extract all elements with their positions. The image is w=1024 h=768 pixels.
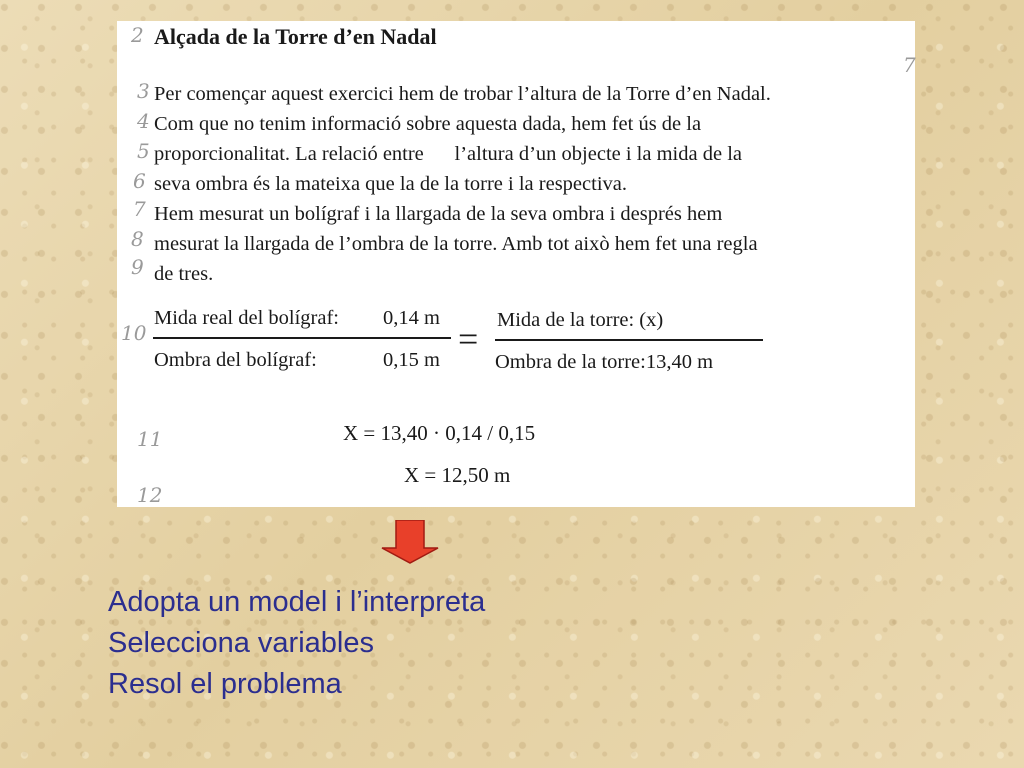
competency-list: [108, 582, 485, 705]
paragraph-line: de tres.: [154, 263, 214, 285]
formula-result: X = 12,50 m: [404, 463, 511, 487]
equals-sign: =: [458, 319, 479, 359]
competency-item: Selecciona variables: [108, 627, 374, 659]
paragraph-line: mesurat la llargada de l’ombra de la torre. Amb tot això hem fet una regla: [154, 233, 758, 255]
line-number: 9: [131, 255, 144, 279]
left-fraction-line: [153, 337, 451, 339]
document-paragraph: [154, 79, 914, 289]
formula-step-1: X = 13,40 · 0,14 / 0,15: [343, 421, 536, 445]
line-number: 12: [137, 483, 163, 507]
line-number: 5: [137, 139, 150, 163]
competency-item: Adopta un model i l’interpreta: [108, 586, 486, 618]
line-number: 7: [133, 197, 146, 221]
line-number: 10: [121, 321, 147, 345]
left-denominator-value: 0,15 m: [383, 349, 440, 371]
line-number: 11: [137, 427, 163, 451]
paragraph-line: Hem mesurat un bolígraf i la llargada de la seva ombra i després hem: [154, 203, 723, 225]
down-arrow-icon: [380, 520, 440, 564]
line-number: 6: [133, 169, 146, 193]
paragraph-line: proporcionalitat. La relació entre l’altura d’un objecte i la mida de la: [154, 143, 742, 165]
right-denominator: Ombra de la torre:13,40 m: [495, 351, 714, 373]
left-denominator-label: Ombra del bolígraf:: [154, 349, 317, 371]
line-number: 4: [137, 109, 150, 133]
line-number: 2: [131, 23, 144, 47]
right-fraction-line: [495, 339, 763, 341]
left-numerator-label: Mida real del bolígraf:: [154, 307, 340, 329]
right-numerator: Mida de la torre: (x): [497, 309, 664, 331]
paragraph-line: seva ombra és la mateixa que la de la torre i la respectiva.: [154, 173, 627, 195]
line-number: 7: [903, 53, 916, 77]
competency-item: Resol el problema: [108, 668, 342, 700]
document-title: Alçada de la Torre d’en Nadal: [154, 24, 437, 49]
scanned-document: [117, 21, 915, 507]
paragraph-line: Com que no tenim informació sobre aquesta dada, hem fet ús de la: [154, 113, 702, 135]
left-numerator-value: 0,14 m: [383, 307, 440, 329]
line-number: 3: [137, 79, 150, 103]
paragraph-line: Per començar aquest exercici hem de trobar l’altura de la Torre d’en Nadal.: [154, 83, 771, 105]
line-number: 8: [131, 227, 144, 251]
